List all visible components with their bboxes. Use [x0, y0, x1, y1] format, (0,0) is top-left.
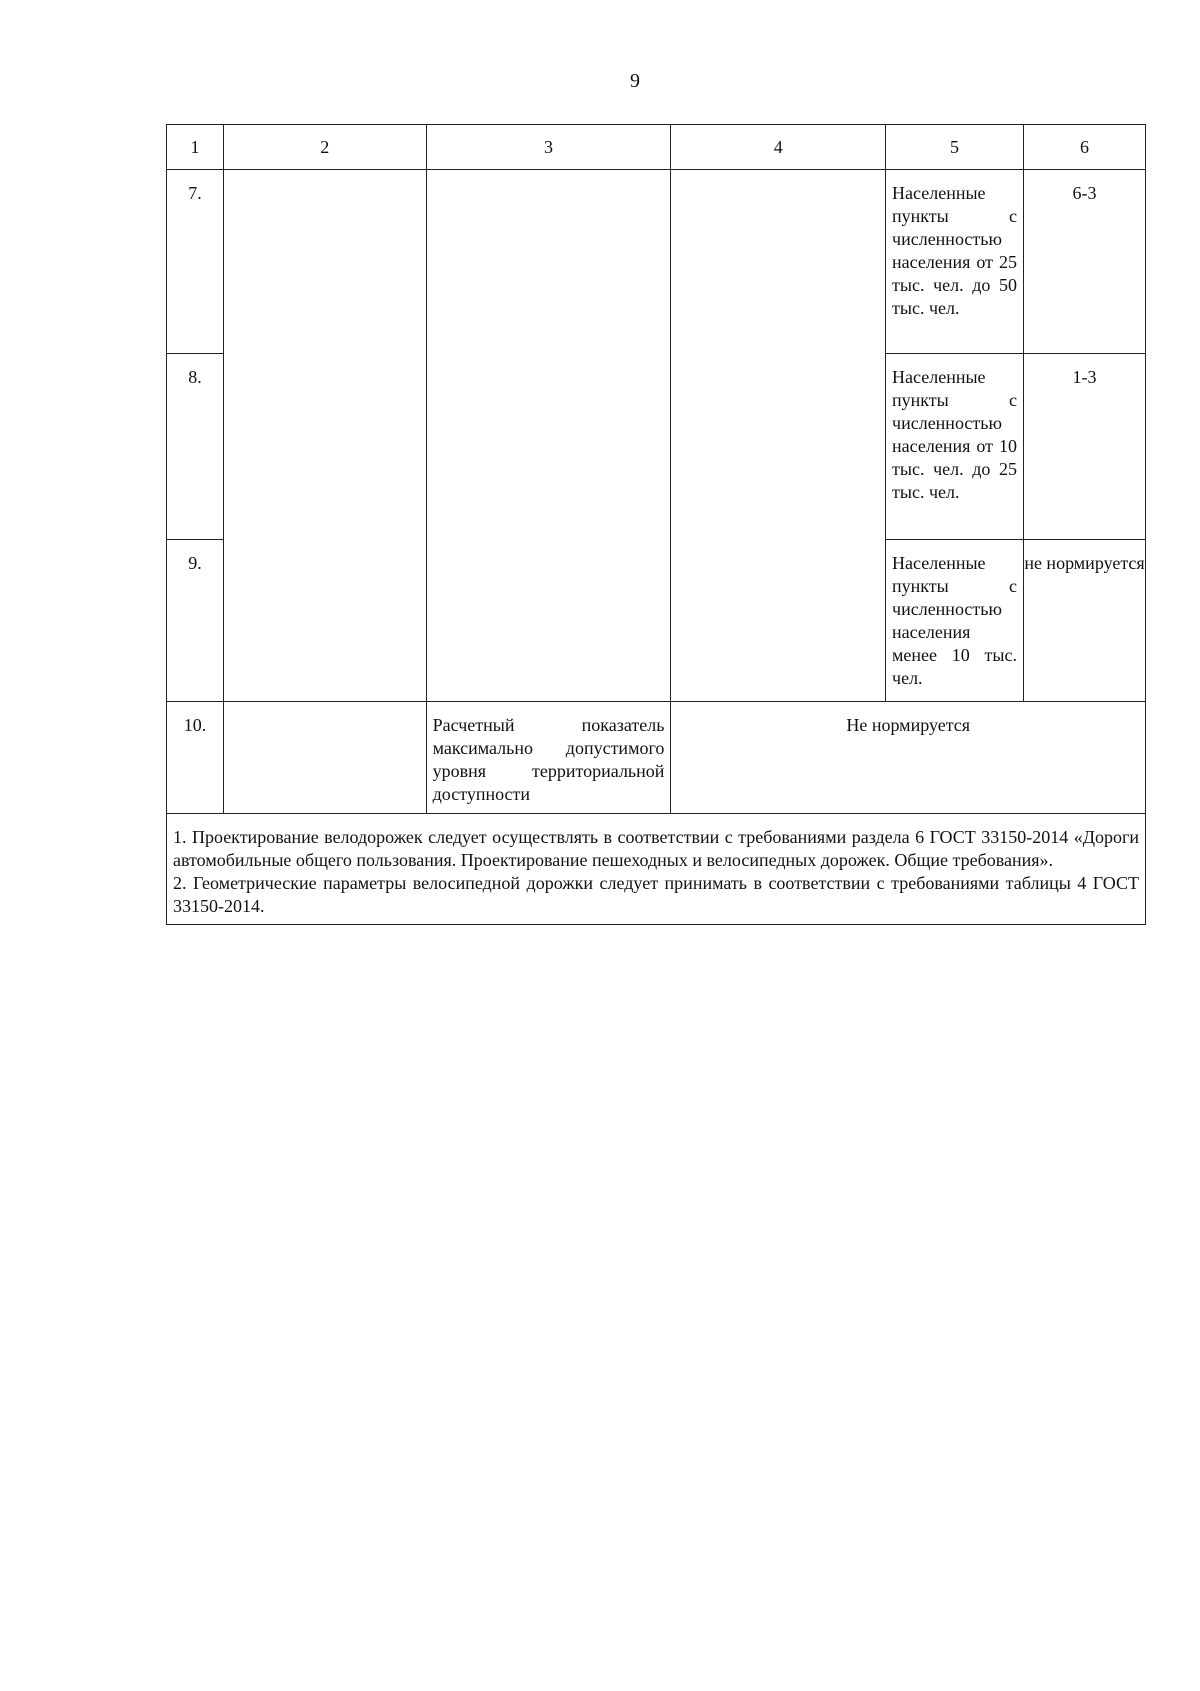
note-item: 1. Проектирование велодорожек следует осуществлять в соответствии с требованиями раздела 6 ГОСТ 33150-2014 «Дороги автомобильные общего пользования. Проектирование пешеходных и велосипедных дорожек. Общие требования».: [173, 827, 1139, 870]
header-cell-3: 3: [426, 125, 671, 170]
row-number: 7.: [167, 170, 224, 354]
notes-row: [167, 814, 1146, 925]
norm-value: не нормируется: [1024, 540, 1146, 702]
col-3-merged-cell: [426, 170, 671, 702]
indicator-description: Расчетный показатель максимально допустимого уровня территориальной доступности: [426, 702, 671, 814]
col-2-merged-cell: [223, 170, 426, 702]
settlement-category: Населенные пункты с численностью населения от 25 тыс. чел. до 50 тыс. чел.: [886, 170, 1024, 354]
col-4-merged-cell: [671, 170, 886, 702]
row-number: 10.: [167, 702, 224, 814]
header-cell-4: 4: [671, 125, 886, 170]
header-cell-5: 5: [886, 125, 1024, 170]
table-row: [167, 170, 1146, 354]
empty-cell: [223, 702, 426, 814]
settlement-category: Населенные пункты с численностью населения менее 10 тыс. чел.: [886, 540, 1024, 702]
header-row: [167, 125, 1146, 170]
header-cell-6: 6: [1024, 125, 1146, 170]
header-cell-2: 2: [223, 125, 426, 170]
table-row: [167, 702, 1146, 814]
norm-value: 6-3: [1024, 170, 1146, 354]
norm-value: 1-3: [1024, 354, 1146, 540]
notes-cell: [167, 814, 1146, 925]
header-cell-1: 1: [167, 125, 224, 170]
row-number: 8.: [167, 354, 224, 540]
standards-table: [166, 124, 1146, 925]
note-item: 2. Геометрические параметры велосипедной дорожки следует принимать в соответствии с требованиями таблицы 4 ГОСТ 33150-2014.: [173, 873, 1139, 916]
settlement-category: Населенные пункты с численностью населения от 10 тыс. чел. до 25 тыс. чел.: [886, 354, 1024, 540]
norm-value: Не нормируется: [671, 702, 1146, 814]
row-number: 9.: [167, 540, 224, 702]
page-number: 9: [630, 70, 640, 92]
